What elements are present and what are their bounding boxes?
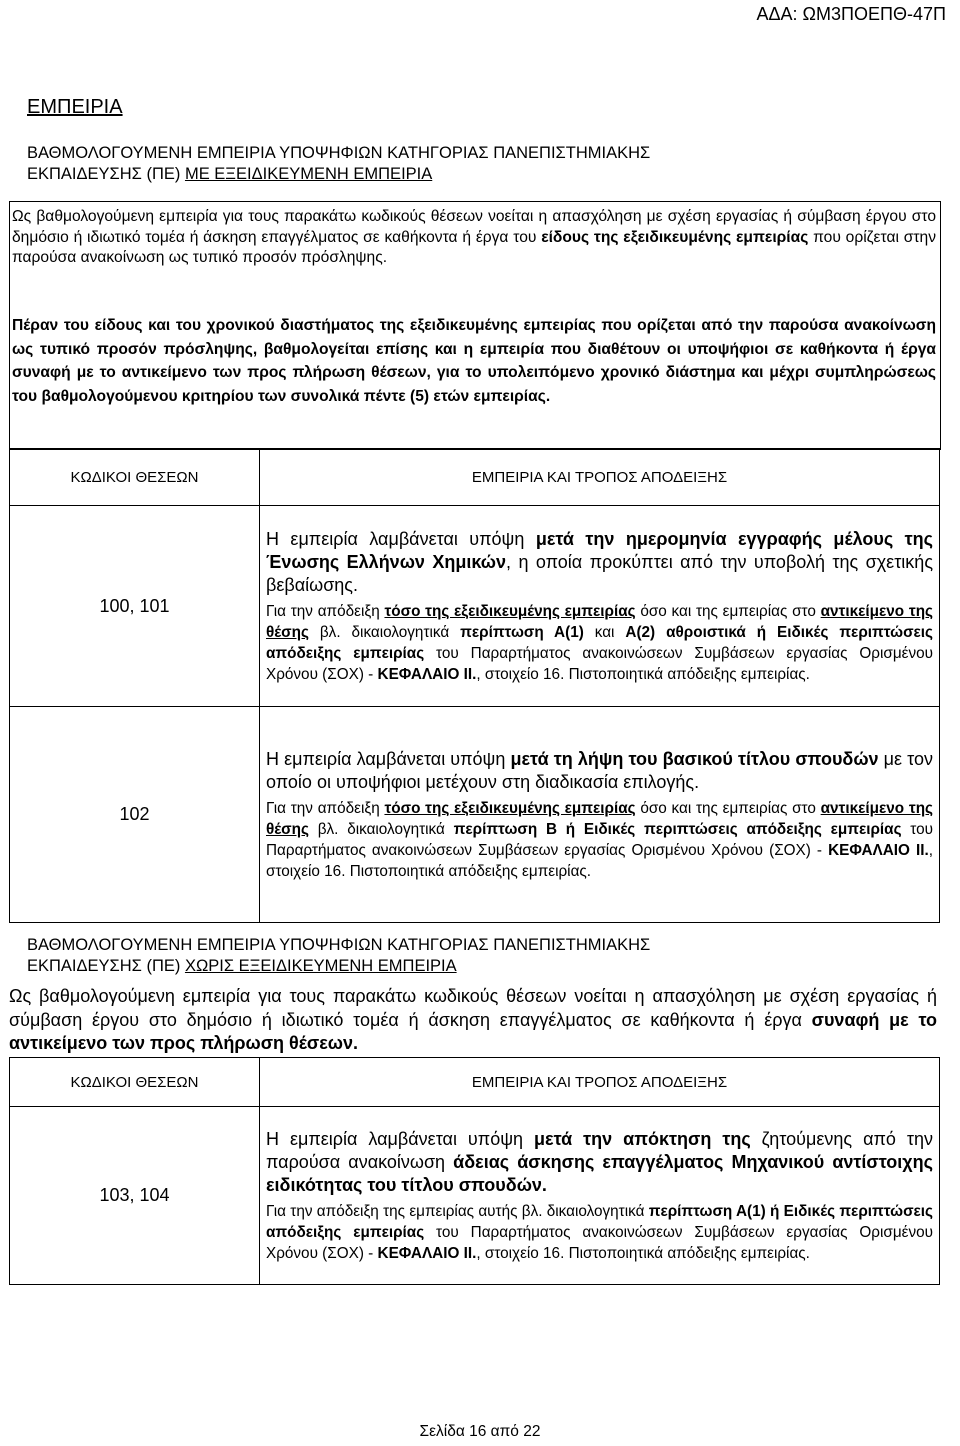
section1-intro-box (9, 201, 941, 450)
col-header-codes: ΚΩΔΙΚΟΙ ΘΕΣΕΩΝ (10, 1058, 260, 1107)
section1-table (9, 448, 940, 923)
table-row (10, 1107, 940, 1285)
section1-intro-bold: Πέραν του είδους και του χρονικού διαστήματος της εξειδικευμένης εμπειρίας που ορίζεται από την παρούσα ανακοίνωση ως τυπικό προσόν πρόσληψης, βαθμολογείται επίσης και η εμπειρία που διαθέτουν οι υποψήφιοι σε καθήκοντα ή έργα συναφή με το αντικείμενο των προς πλήρωση θέσεων, για το υπολειπόμενο χρονικό διάστημα και μέχρι συμπληρώσεως του βαθμολογούμενου κριτηρίου των συνολικά πέντε (5) ετών εμπειρίας. (12, 317, 936, 405)
col-header-codes: ΚΩΔΙΚΟΙ ΘΕΣΕΩΝ (10, 449, 260, 506)
ada-code: ΑΔΑ: ΩΜ3ΠΟΕΠΘ-47Π (756, 4, 946, 24)
section2-table (9, 1057, 940, 1285)
col-header-experience: ΕΜΠΕΙΡΙΑ ΚΑΙ ΤΡΟΠΟΣ ΑΠΟΔΕΙΞΗΣ (260, 449, 940, 506)
col-header-experience: ΕΜΠΕΙΡΙΑ ΚΑΙ ΤΡΟΠΟΣ ΑΠΟΔΕΙΞΗΣ (260, 1058, 940, 1107)
section2-title-line1: ΒΑΘΜΟΛΟΓΟΥΜΕΝΗ ΕΜΠΕΙΡΙΑ ΥΠΟΨΗΦΙΩΝ ΚΑΤΗΓΟΡΙΑΣ ΠΑΝΕΠΙΣΤΗΜΙΑΚΗΣ (27, 936, 651, 954)
section1-title-line1: ΒΑΘΜΟΛΟΓΟΥΜΕΝΗ ΕΜΠΕΙΡΙΑ ΥΠΟΨΗΦΙΩΝ ΚΑΤΗΓΟΡΙΑΣ ΠΑΝΕΠΙΣΤΗΜΙΑΚΗΣ (27, 144, 651, 162)
section2-title (27, 935, 650, 977)
position-codes: 100, 101 (10, 506, 260, 707)
section2-intro: Ως βαθμολογούμενη εμπειρία για τους παρακάτω κωδικούς θέσεων νοείται η απασχόληση με σχέση εργασίας ή σύμβαση έργου στο δημόσιο ή ιδιωτικό τομέα ή άσκηση επαγγέλματος σε καθήκοντα ή έργα συναφή με το αντικείμενο των προς πλήρωση θέσεων. (9, 986, 937, 1053)
page-number: Σελίδα 16 από 22 (419, 1423, 541, 1440)
section1-title-line2a: ΕΚΠΑΙΔΕΥΣΗΣ (ΠΕ) (27, 165, 185, 183)
experience-description: Η εμπειρία λαμβάνεται υπόψη μετά την απόκτηση της ζητούμενης από την παρούσα ανακοίνωση άδειας άσκησης επαγγέλματος Μηχανικού αντίστοιχης ειδικότητας του τίτλου σπουδών. Για την απόδειξη της εμπειρίας αυτής βλ. δικαιολογητικά περίπτωση Α(1) ή Ειδικές περιπτώσεις απόδειξης εμπειρίας του Παραρτήματος ανακοινώσεων Συμβάσεων εργασίας Ορισμένου Χρόνου (ΣΟΧ) - ΚΕΦΑΛΑΙΟ ΙΙ., στοιχείο 16. Πιστοποιητικά απόδειξης εμπειρίας. (260, 1107, 940, 1285)
experience-description: Η εμπειρία λαμβάνεται υπόψη μετά τη λήψη του βασικού τίτλου σπουδών με τον οποίο οι υποψήφιοι μετέχουν στη διαδικασία επιλογής. Για την απόδειξη τόσο της εξειδικευμένης εμπειρίας όσο και της εμπειρίας στο αντικείμενο της θέσης βλ. δικαιολογητικά περίπτωση Β ή Ειδικές περιπτώσεις απόδειξης εμπειρίας του Παραρτήματος ανακοινώσεων Συμβάσεων εργασίας Ορισμένου Χρόνου (ΣΟΧ) - ΚΕΦΑΛΑΙΟ ΙΙ., στοιχείο 16. Πιστοποιητικά απόδειξης εμπειρίας. (260, 707, 940, 923)
section2-title-line2b: ΧΩΡΙΣ ΕΞΕΙΔΙΚΕΥΜΕΝΗ ΕΜΠΕΙΡΙΑ (184, 957, 457, 975)
experience-description: Η εμπειρία λαμβάνεται υπόψη μετά την ημερομηνία εγγραφής μέλους της Ένωσης Ελλήνων Χημικών, η οποία προκύπτει από την υποβολή της σχετικής βεβαίωσης. Για την απόδειξη τόσο της εξειδικευμένης εμπειρίας όσο και της εμπειρίας στο αντικείμενο της θέσης βλ. δικαιολογητικά περίπτωση Α(1) και Α(2) αθροιστικά ή Ειδικές περιπτώσεις απόδειξης εμπειρίας του Παραρτήματος ανακοινώσεων Συμβάσεων εργασίας Ορισμένου Χρόνου (ΣΟΧ) - ΚΕΦΑΛΑΙΟ ΙΙ., στοιχείο 16. Πιστοποιητικά απόδειξης εμπειρίας. (260, 506, 940, 707)
table-row (10, 506, 940, 707)
section1-intro: Ως βαθμολογούμενη εμπειρία για τους παρακάτω κωδικούς θέσεων νοείται η απασχόληση με σχέση εργασίας ή σύμβαση έργου στο δημόσιο ή ιδιωτικό τομέα ή άσκηση επαγγέλματος σε καθήκοντα ή έργα του είδους της εξειδικευμένης εμπειρίας που ορίζεται στην παρούσα ανακοίνωση ως τυπικό προσόν πρόσληψης. (12, 208, 936, 266)
position-codes: 103, 104 (10, 1107, 260, 1285)
page-title: ΕΜΠΕΙΡΙΑ (27, 96, 123, 118)
table-row (10, 707, 940, 923)
section1-title-line2b: ΜΕ ΕΞΕΙΔΙΚΕΥΜΕΝΗ ΕΜΠΕΙΡΙΑ (184, 165, 433, 183)
position-codes: 102 (10, 707, 260, 923)
section2-title-line2a: ΕΚΠΑΙΔΕΥΣΗΣ (ΠΕ) (27, 957, 185, 975)
section1-title (27, 143, 650, 185)
